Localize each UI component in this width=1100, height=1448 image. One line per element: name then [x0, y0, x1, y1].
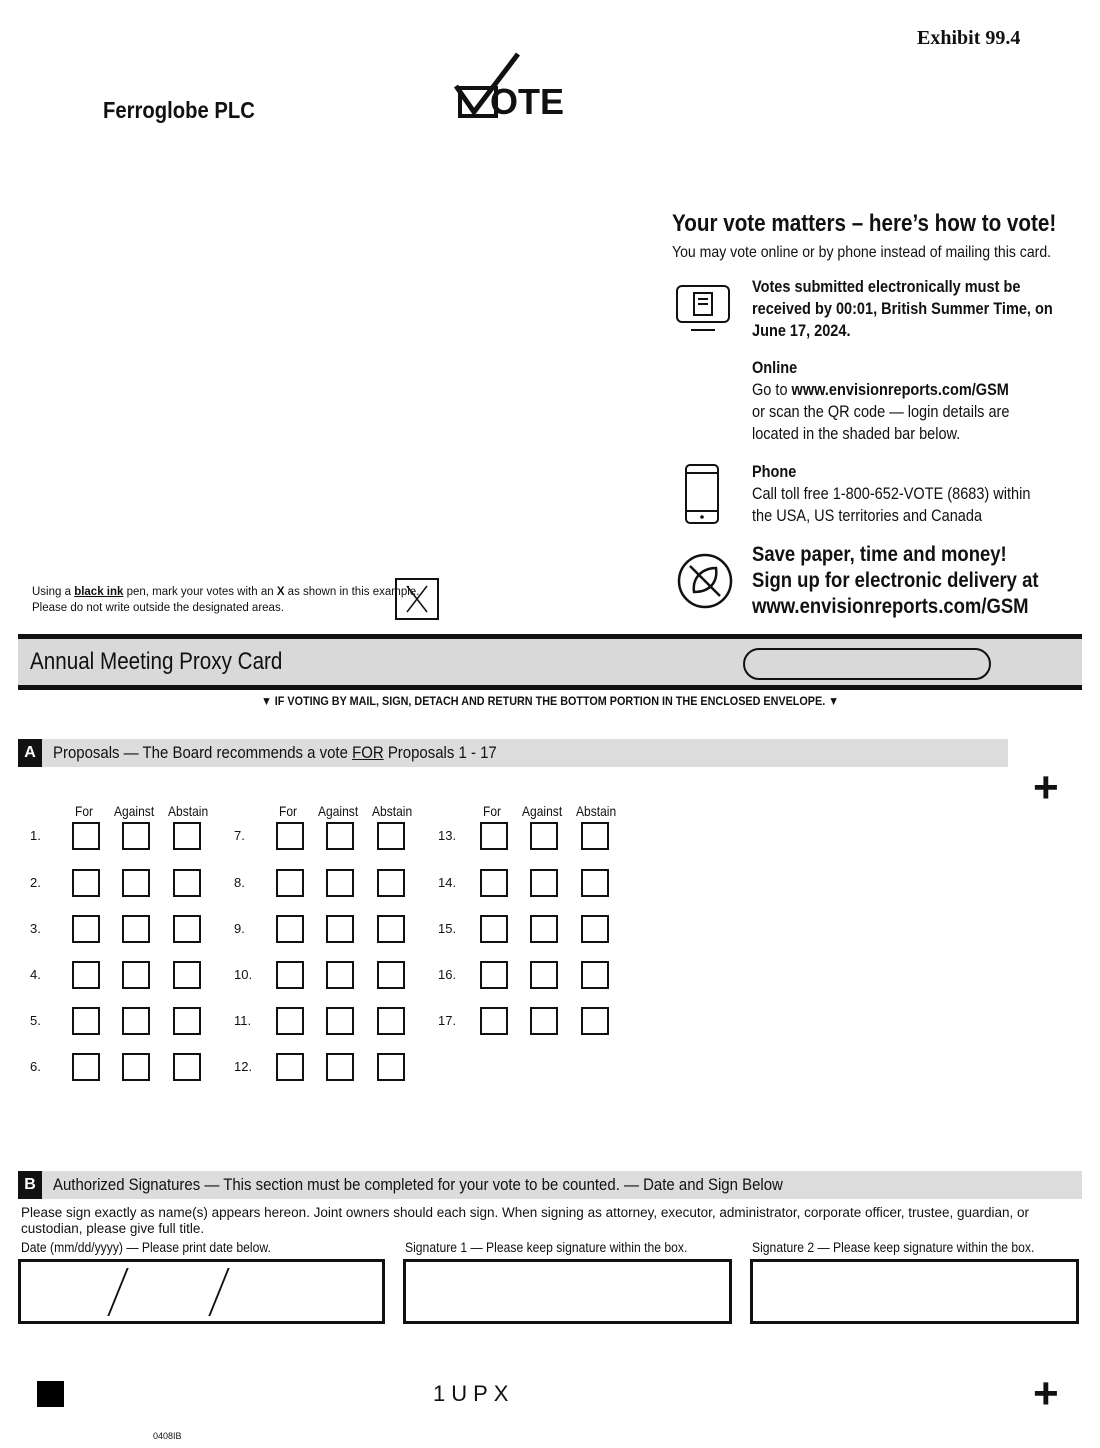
detach-text: ▼ IF VOTING BY MAIL, SIGN, DETACH AND RETURN THE BOTTOM PORTION IN THE ENCLOSED ENVELOPE. ▼ [261, 694, 839, 708]
online-voting-block [752, 357, 1009, 445]
vote-checkbox-against[interactable] [530, 1007, 558, 1035]
vote-checkbox-abstain[interactable] [377, 961, 405, 989]
paperless-promo [752, 542, 1039, 620]
vote-checkbox-abstain[interactable] [173, 1053, 201, 1081]
control-number-field [743, 648, 991, 680]
signature-1-box[interactable] [403, 1259, 732, 1324]
section-a-letter: A [18, 739, 42, 767]
marking-warning: Please do not write outside the designated areas. [32, 602, 284, 614]
date-input-box[interactable] [18, 1259, 385, 1324]
vote-checkbox-against[interactable] [122, 915, 150, 943]
proposal-number: 13. [438, 828, 457, 843]
proposal-number: 17. [438, 1013, 457, 1028]
signature-2-label: Signature 2 — Please keep signature within the box. [752, 1240, 1035, 1255]
vote-checkbox-for[interactable] [72, 915, 100, 943]
vote-checkbox-abstain[interactable] [581, 869, 609, 897]
vote-checkbox-abstain[interactable] [377, 915, 405, 943]
deadline-line: received by 00:01, British Summer Time, on [752, 300, 1053, 318]
vote-checkbox-for[interactable] [276, 961, 304, 989]
date-separator [107, 1268, 128, 1316]
vote-checkbox-against[interactable] [122, 961, 150, 989]
column-header-for: For [279, 803, 298, 819]
column-header-abstain: Abstain [372, 803, 413, 819]
registration-plus-icon: + [1033, 1369, 1059, 1418]
marking-text: Using a [32, 586, 75, 598]
vote-checkbox-against[interactable] [326, 961, 354, 989]
vote-checkbox-against[interactable] [530, 961, 558, 989]
marking-text: as shown in this example. [284, 586, 420, 598]
proposal-number: 2. [30, 875, 41, 890]
registration-plus-icon: + [1033, 763, 1059, 812]
leaf-eco-icon [676, 552, 734, 615]
section-a-title-text: Proposals — The Board recommends a vote [53, 743, 353, 762]
vote-checkmark-icon [452, 52, 564, 124]
how-to-vote-subtitle: You may vote online or by phone instead of mailing this card. [672, 244, 1052, 261]
vote-checkbox-against[interactable] [122, 1053, 150, 1081]
vote-checkbox-for[interactable] [72, 1053, 100, 1081]
vote-checkbox-against[interactable] [122, 822, 150, 850]
vote-checkbox-abstain[interactable] [581, 822, 609, 850]
vote-checkbox-against[interactable] [530, 822, 558, 850]
proposal-number: 11. [234, 1013, 252, 1028]
proposal-number: 5. [30, 1013, 41, 1028]
proposal-number: 16. [438, 967, 457, 982]
vote-checkbox-abstain[interactable] [377, 822, 405, 850]
vote-checkbox-for[interactable] [276, 869, 304, 897]
paperless-url-link[interactable]: www.envisionreports.com/GSM [752, 595, 1029, 618]
vote-checkbox-against[interactable] [122, 1007, 150, 1035]
proposal-number: 1. [30, 828, 41, 843]
electronic-deadline-text [752, 276, 1053, 342]
company-name: Ferroglobe PLC [103, 97, 255, 123]
column-header-against: Against [522, 803, 563, 819]
vote-checkbox-abstain[interactable] [581, 1007, 609, 1035]
vote-checkbox-abstain[interactable] [173, 869, 201, 897]
proxy-card-bar [18, 634, 1082, 690]
vote-checkbox-against[interactable] [530, 869, 558, 897]
deadline-line: June 17, 2024. [752, 322, 851, 340]
vote-checkbox-abstain[interactable] [377, 1053, 405, 1081]
vote-checkbox-for[interactable] [276, 915, 304, 943]
online-url-link[interactable]: www.envisionreports.com/GSM [791, 381, 1009, 399]
section-a-title-for: FOR [352, 743, 384, 762]
vote-checkbox-against[interactable] [326, 1007, 354, 1035]
marking-example-box [395, 578, 439, 620]
deadline-line: Votes submitted electronically must be [752, 278, 1021, 296]
vote-checkbox-against[interactable] [326, 869, 354, 897]
vote-checkbox-for[interactable] [276, 1007, 304, 1035]
online-qr-text: or scan the QR code — login details are [752, 403, 1010, 421]
vote-logo [452, 52, 564, 124]
online-heading: Online [752, 359, 798, 377]
vote-checkbox-for[interactable] [276, 822, 304, 850]
section-b-title: Authorized Signatures — This section must be completed for your vote to be counted. — Date and Sign Below [53, 1175, 783, 1194]
exhibit-label: Exhibit 99.4 [917, 27, 1021, 49]
proposal-number: 7. [234, 828, 245, 843]
marking-x-text: X [276, 586, 285, 598]
phone-voting-block [752, 461, 1030, 527]
vote-checkbox-abstain[interactable] [581, 915, 609, 943]
marking-instructions [32, 584, 419, 616]
vote-checkbox-against[interactable] [326, 915, 354, 943]
vote-checkbox-for[interactable] [480, 869, 508, 897]
proxy-card-title: Annual Meeting Proxy Card [30, 648, 283, 675]
marking-text: pen, mark your votes with an [123, 586, 277, 598]
detach-instruction [0, 694, 1100, 708]
column-header-against: Against [318, 803, 359, 819]
svg-text:OTE: OTE [490, 81, 564, 122]
signature-instructions: Please sign exactly as name(s) appears hereon. Joint owners should each sign. When signing as attorney, executor, administrator, corporate officer, trustee, guardian, or custodian, please give full title. [21, 1205, 1030, 1236]
proposal-number: 15. [438, 921, 457, 936]
column-header-for: For [75, 803, 94, 819]
section-a-title [53, 743, 497, 763]
date-label: Date (mm/dd/yyyy) — Please print date below. [21, 1240, 271, 1255]
column-header-against: Against [114, 803, 155, 819]
vote-checkbox-against[interactable] [122, 869, 150, 897]
section-b-header [18, 1171, 1082, 1199]
proposal-number: 6. [30, 1059, 41, 1074]
proposal-number: 8. [234, 875, 245, 890]
how-to-vote-title: Your vote matters – here’s how to vote! [672, 210, 1057, 237]
date-separator [208, 1268, 229, 1316]
proposal-number: 12. [234, 1059, 253, 1074]
vote-checkbox-for[interactable] [480, 915, 508, 943]
vote-checkbox-for[interactable] [72, 869, 100, 897]
section-a-header [18, 739, 1008, 767]
signature-1-label: Signature 1 — Please keep signature within the box. [405, 1240, 688, 1255]
section-b-letter: B [18, 1171, 42, 1199]
phone-heading: Phone [752, 463, 797, 481]
vote-checkbox-against[interactable] [326, 822, 354, 850]
proposal-number: 3. [30, 921, 41, 936]
proposal-number: 14. [438, 875, 457, 890]
signature-2-box[interactable] [750, 1259, 1079, 1324]
vote-checkbox-for[interactable] [72, 822, 100, 850]
column-header-abstain: Abstain [168, 803, 209, 819]
phone-coverage-text: the USA, US territories and Canada [752, 507, 983, 525]
computer-monitor-icon [675, 284, 731, 341]
vote-checkbox-abstain[interactable] [581, 961, 609, 989]
registration-square [37, 1381, 64, 1407]
vote-checkbox-against[interactable] [530, 915, 558, 943]
column-header-abstain: Abstain [576, 803, 617, 819]
vote-checkbox-for[interactable] [480, 822, 508, 850]
vote-checkbox-against[interactable] [326, 1053, 354, 1081]
marking-ink-text: black ink [74, 586, 124, 598]
vote-checkbox-abstain[interactable] [173, 822, 201, 850]
form-code: 1UPX [433, 1381, 515, 1406]
vote-checkbox-abstain[interactable] [377, 1007, 405, 1035]
vote-checkbox-abstain[interactable] [377, 869, 405, 897]
paperless-line: Save paper, time and money! [752, 543, 1007, 566]
vote-checkbox-abstain[interactable] [173, 961, 201, 989]
section-a-title-text: Proposals 1 - 17 [383, 743, 497, 762]
x-mark-icon [397, 580, 437, 618]
proposal-number: 9. [234, 921, 245, 936]
phone-number-text: Call toll free 1-800-652-VOTE (8683) within [752, 485, 1031, 503]
online-goto: Go to [752, 381, 792, 399]
column-header-for: For [483, 803, 502, 819]
document-id: 0408IB [153, 1431, 182, 1441]
paperless-line: Sign up for electronic delivery at [752, 569, 1039, 592]
vote-checkbox-abstain[interactable] [173, 915, 201, 943]
proposal-number: 4. [30, 967, 41, 982]
proposal-number: 10. [234, 967, 253, 982]
vote-checkbox-for[interactable] [480, 1007, 508, 1035]
vote-checkbox-abstain[interactable] [173, 1007, 201, 1035]
vote-checkbox-for[interactable] [72, 961, 100, 989]
vote-checkbox-for[interactable] [480, 961, 508, 989]
online-login-text: located in the shaded bar below. [752, 425, 961, 443]
vote-checkbox-for[interactable] [276, 1053, 304, 1081]
vote-checkbox-for[interactable] [72, 1007, 100, 1035]
mobile-phone-icon [684, 463, 720, 530]
